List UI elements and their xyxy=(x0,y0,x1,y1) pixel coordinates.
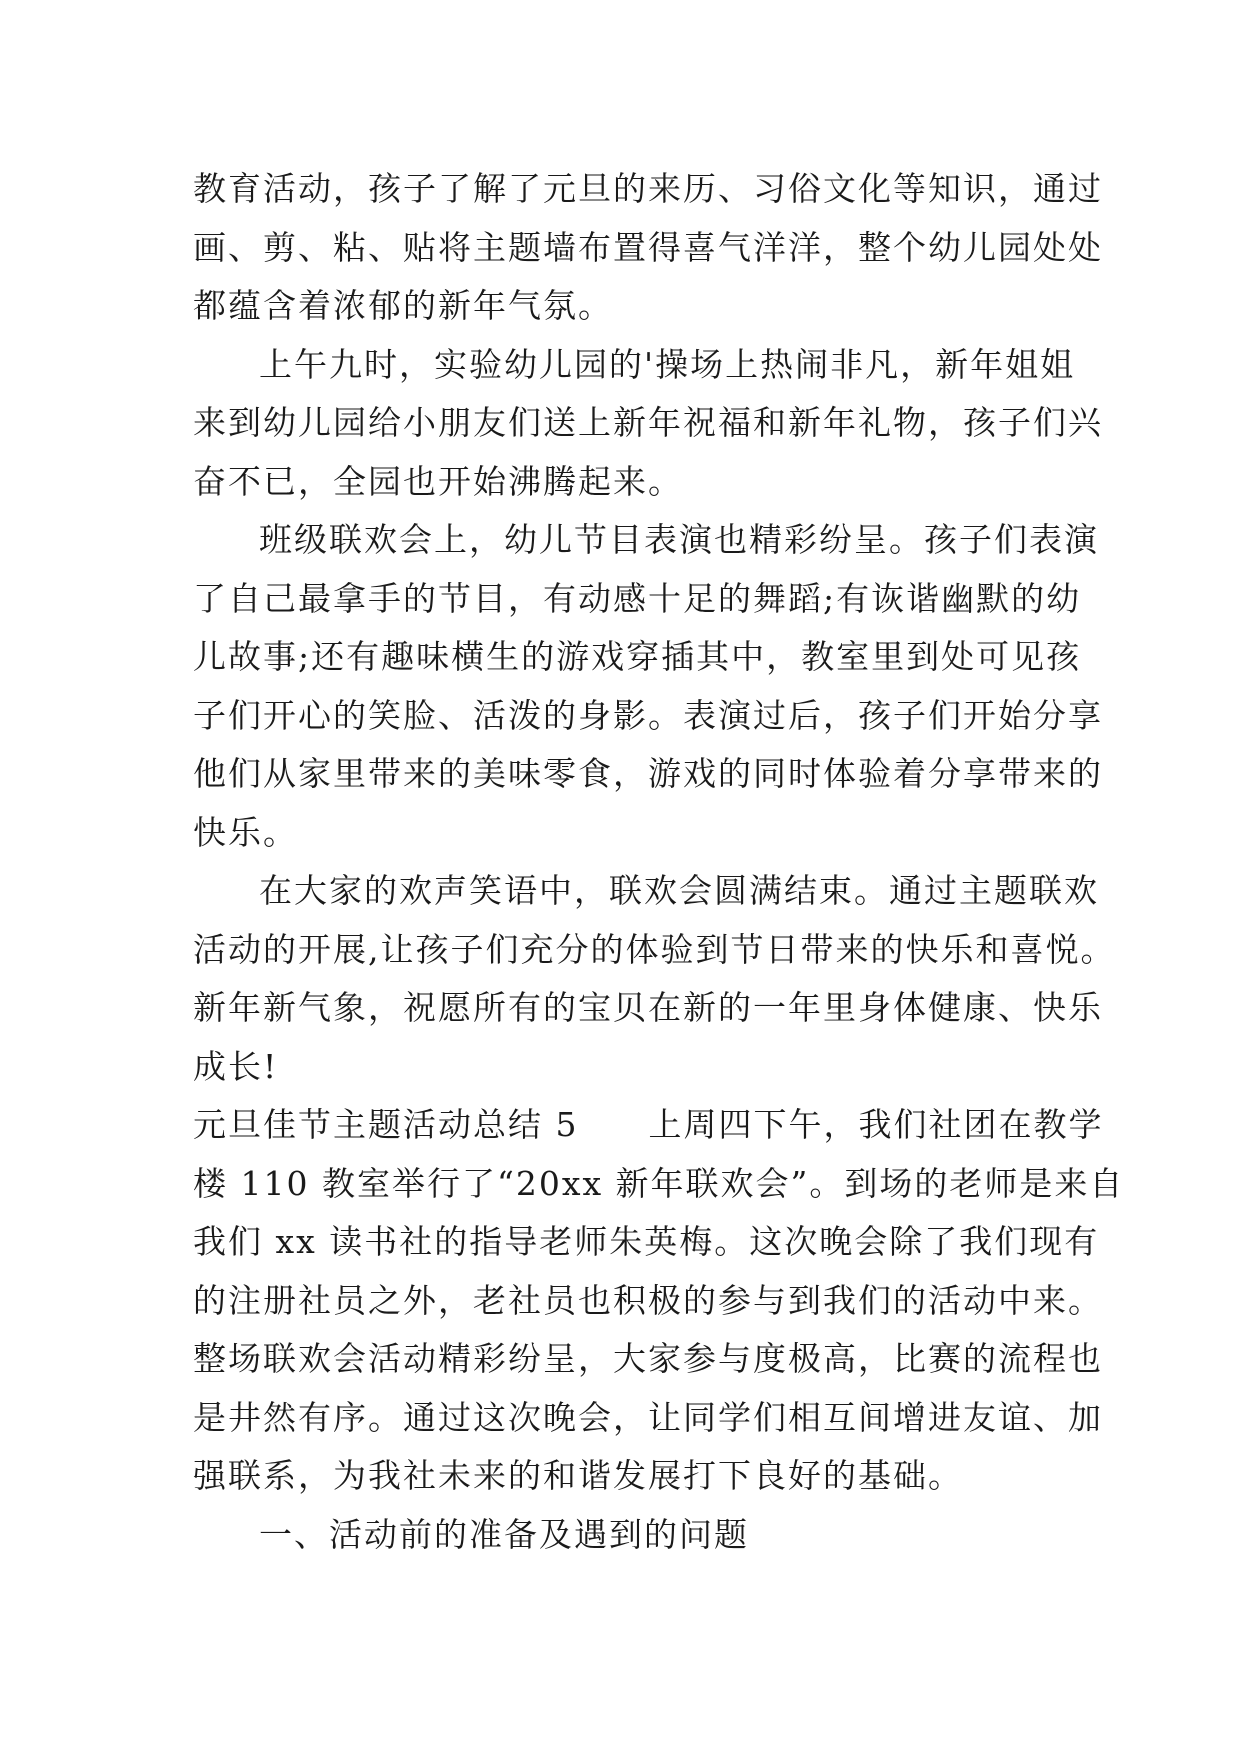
text-line: 他们从家里带来的美味零食，游戏的同时体验着分享带来的 xyxy=(193,754,1103,793)
text-line: 来到幼儿园给小朋友们送上新年祝福和新年礼物，孩子们兴 xyxy=(193,403,1103,442)
text-line: 新年新气象，祝愿所有的宝贝在新的一年里身体健康、快乐 xyxy=(193,988,1103,1027)
text-line: 儿故事;还有趣味横生的游戏穿插其中，教室里到处可见孩 xyxy=(193,637,1082,676)
text-line: 整场联欢会活动精彩纷呈，大家参与度极高，比赛的流程也 xyxy=(193,1339,1103,1378)
document-body xyxy=(193,160,1125,1564)
text-line: 奋不已，全园也开始沸腾起来。 xyxy=(193,461,683,501)
text-line: 成长! xyxy=(193,1046,279,1086)
section-title-line: 元旦佳节主题活动总结 5 上周四下午，我们社团在教学 xyxy=(193,1105,1104,1144)
text-line: 子们开心的笑脸、活泼的身影。表演过后，孩子们开始分享 xyxy=(193,695,1103,735)
subheading-line: 一、活动前的准备及遇到的问题 xyxy=(259,1514,749,1554)
text-line: 强联系，为我社未来的和谐发展打下良好的基础。 xyxy=(193,1456,963,1495)
text-line: 都蕴含着浓郁的新年气氛。 xyxy=(193,286,613,325)
text-line: 画、剪、粘、贴将主题墙布置得喜气洋洋，整个幼儿园处处 xyxy=(193,227,1103,267)
text-line: 楼 110 教室举行了“20xx 新年联欢会”。到场的老师是来自 xyxy=(193,1163,1125,1203)
text-line: 上午九时，实验幼儿园的'操场上热闹非凡，新年姐姐 xyxy=(259,344,1076,384)
text-line: 在大家的欢声笑语中，联欢会圆满结束。通过主题联欢 xyxy=(259,871,1099,910)
text-line: 的注册社员之外，老社员也积极的参与到我们的活动中来。 xyxy=(193,1280,1103,1320)
text-line: 了自己最拿手的节目，有动感十足的舞蹈;有诙谐幽默的幼 xyxy=(193,578,1082,618)
text-line: 活动的开展,让孩子们充分的体验到节日带来的快乐和喜悦。 xyxy=(193,929,1116,969)
text-line: 快乐。 xyxy=(193,812,298,852)
text-line: 我们 xx 读书社的指导老师朱英梅。这次晚会除了我们现有 xyxy=(193,1222,1100,1261)
text-line: 教育活动，孩子了解了元旦的来历、习俗文化等知识，通过 xyxy=(193,169,1103,208)
text-line: 是井然有序。通过这次晚会，让同学们相互间增进友谊、加 xyxy=(193,1397,1103,1437)
text-line: 班级联欢会上，幼儿节目表演也精彩纷呈。孩子们表演 xyxy=(259,520,1099,559)
